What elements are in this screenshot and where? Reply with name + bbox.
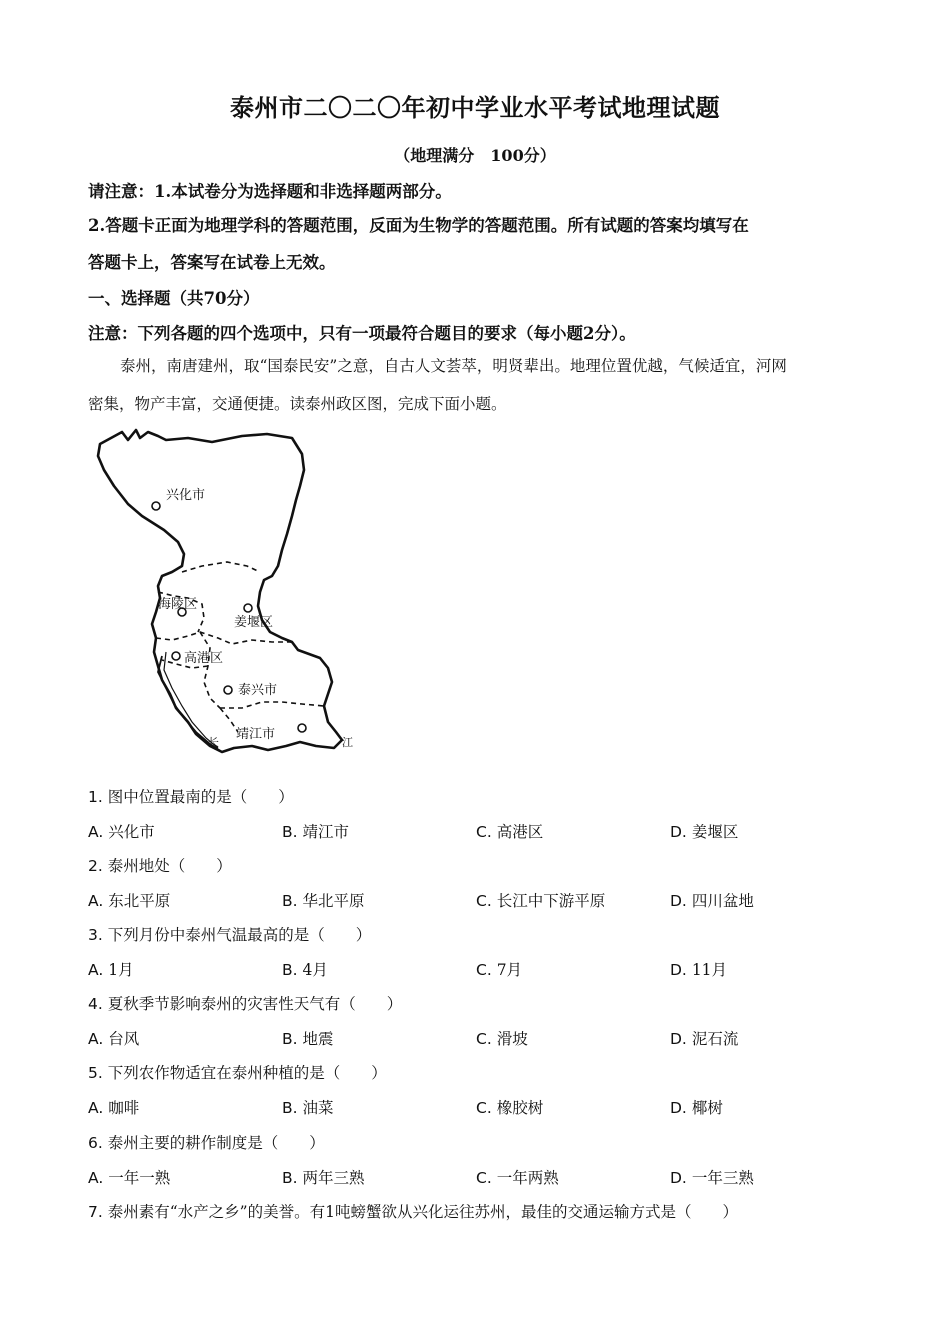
page-title: 泰州市二〇二〇年初中学业水平考试地理试题: [230, 93, 720, 122]
question-6-option-a: [88, 1166, 170, 1188]
question-4: [88, 992, 402, 1014]
question-text: 泰州素有“水产之乡”的美誉。有1吨螃蟹欲从兴化运往苏州，最佳的交通运输方式是（ ）: [107, 1203, 738, 1221]
option-key: A.: [88, 1169, 104, 1187]
jiangyan-marker: [244, 604, 252, 612]
option-key: D.: [670, 1099, 687, 1117]
question-3-option-a: [88, 958, 134, 980]
map-label-gaogang: 高港区: [184, 651, 224, 666]
question-text: 下列月份中泰州气温最高的是（ ）: [107, 926, 372, 944]
option-text: 一年两熟: [496, 1169, 559, 1187]
option-text: 11月: [691, 961, 728, 979]
option-text: 高港区: [496, 823, 544, 841]
map-label-chang: 长: [208, 736, 219, 749]
question-1-option-a: [88, 820, 155, 842]
notice-line-1: 请注意：1.本试卷分为选择题和非选择题两部分。: [88, 182, 452, 201]
question-3-option-c: [476, 958, 522, 980]
gaogang-marker: [172, 652, 180, 660]
page-subtitle: （地理满分 100分）: [394, 146, 556, 165]
option-key: D.: [670, 823, 687, 841]
question-number: 2.: [88, 857, 103, 875]
option-text: 1月: [108, 961, 134, 979]
question-5-option-b: [282, 1096, 334, 1118]
option-text: 4月: [302, 961, 328, 979]
section-heading: 一、选择题（共70分）: [88, 289, 260, 308]
map-outer-boundary: [98, 430, 342, 752]
option-text: 姜堰区: [691, 823, 739, 841]
question-number: 6.: [88, 1134, 103, 1152]
option-key: B.: [282, 892, 298, 910]
map-label-jingjiang: 靖江市: [236, 727, 276, 742]
question-1: [88, 785, 294, 807]
option-key: D.: [670, 961, 687, 979]
map-label-taixing: 泰兴市: [238, 683, 278, 698]
option-key: B.: [282, 961, 298, 979]
question-1-option-d: [670, 820, 738, 842]
option-text: 兴化市: [108, 823, 155, 841]
intro-paragraph-line-2: 密集，物产丰富，交通便捷。读泰州政区图，完成下面小题。: [88, 395, 507, 413]
option-key: C.: [476, 823, 492, 841]
question-1-option-c: [476, 820, 543, 842]
option-key: C.: [476, 961, 492, 979]
question-text: 夏秋季节影响泰州的灾害性天气有（ ）: [107, 995, 403, 1013]
question-text: 图中位置最南的是（ ）: [107, 788, 294, 806]
option-text: 一年三熟: [691, 1169, 754, 1187]
question-number: 4.: [88, 995, 103, 1013]
option-key: B.: [282, 823, 298, 841]
question-7: [88, 1200, 738, 1222]
option-key: D.: [670, 1169, 687, 1187]
taizhou-district-map: [92, 426, 392, 766]
option-key: B.: [282, 1099, 298, 1117]
question-5: [88, 1061, 387, 1083]
question-4-option-c: [476, 1027, 528, 1049]
option-text: 华北平原: [302, 892, 365, 910]
option-text: 橡胶树: [496, 1099, 544, 1117]
question-text: 泰州主要的耕作制度是（ ）: [107, 1134, 325, 1152]
map-label-jiangyan: 姜堰区: [234, 615, 274, 630]
option-text: 咖啡: [108, 1099, 140, 1117]
question-4-option-b: [282, 1027, 334, 1049]
option-key: D.: [670, 1030, 687, 1048]
option-text: 台风: [108, 1030, 140, 1048]
option-key: A.: [88, 961, 104, 979]
option-text: 东北平原: [108, 892, 171, 910]
notice-line-2b: 答题卡上，答案写在试卷上无效。: [88, 253, 336, 272]
option-key: A.: [88, 1099, 104, 1117]
question-2-option-b: [282, 889, 365, 911]
map-label-jiang: 江: [342, 736, 353, 749]
option-text: 7月: [496, 961, 523, 979]
option-key: B.: [282, 1030, 298, 1048]
option-key: A.: [88, 823, 104, 841]
intro-paragraph-line-1: 泰州，南唐建州，取“国泰民安”之意，自古人文荟萃，明贤辈出。地理位置优越，气候适宜，河网: [120, 357, 787, 375]
option-key: D.: [670, 892, 687, 910]
option-text: 两年三熟: [302, 1169, 365, 1187]
district-boundaries: [156, 562, 324, 732]
question-6-option-d: [670, 1166, 754, 1188]
option-key: C.: [476, 892, 492, 910]
question-text: 泰州地处（ ）: [107, 857, 232, 875]
map-label-xinghua: 兴化市: [166, 488, 206, 503]
question-3: [88, 923, 371, 945]
option-text: 油菜: [302, 1099, 334, 1117]
option-text: 滑坡: [496, 1030, 528, 1048]
question-2-option-d: [670, 889, 754, 911]
question-number: 3.: [88, 926, 103, 944]
taixing-marker: [224, 686, 232, 694]
section-note: 注意：下列各题的四个选项中，只有一项最符合题目的要求（每小题2分）。: [88, 324, 636, 343]
question-number: 5.: [88, 1064, 103, 1082]
option-key: C.: [476, 1099, 492, 1117]
question-6-option-b: [282, 1166, 365, 1188]
map-label-hailing: 海陵区: [158, 597, 198, 612]
question-3-option-d: [670, 958, 727, 980]
jingjiang-marker: [298, 724, 306, 732]
notice-line-2a: 2.答题卡正面为地理学科的答题范围，反面为生物学的答题范围。所有试题的答案均填写在: [88, 216, 749, 235]
question-4-option-d: [670, 1027, 738, 1049]
question-6: [88, 1131, 325, 1153]
option-key: A.: [88, 1030, 104, 1048]
question-number: 1.: [88, 788, 103, 806]
option-key: B.: [282, 1169, 298, 1187]
question-text: 下列农作物适宜在泰州种植的是（ ）: [107, 1064, 387, 1082]
option-key: C.: [476, 1169, 492, 1187]
xinghua-marker: [152, 502, 160, 510]
question-4-option-a: [88, 1027, 139, 1049]
option-text: 长江中下游平原: [496, 892, 606, 910]
option-text: 椰树: [691, 1099, 723, 1117]
option-key: A.: [88, 892, 104, 910]
question-5-option-d: [670, 1096, 723, 1118]
question-2: [88, 854, 232, 876]
option-text: 靖江市: [302, 823, 350, 841]
question-2-option-c: [476, 889, 605, 911]
question-number: 7.: [88, 1203, 103, 1221]
option-text: 泥石流: [691, 1030, 739, 1048]
option-text: 地震: [302, 1030, 334, 1048]
option-text: 四川盆地: [691, 892, 754, 910]
question-6-option-c: [476, 1166, 559, 1188]
question-3-option-b: [282, 958, 328, 980]
question-5-option-c: [476, 1096, 543, 1118]
option-text: 一年一熟: [108, 1169, 171, 1187]
question-1-option-b: [282, 820, 349, 842]
option-key: C.: [476, 1030, 492, 1048]
question-5-option-a: [88, 1096, 139, 1118]
question-2-option-a: [88, 889, 170, 911]
